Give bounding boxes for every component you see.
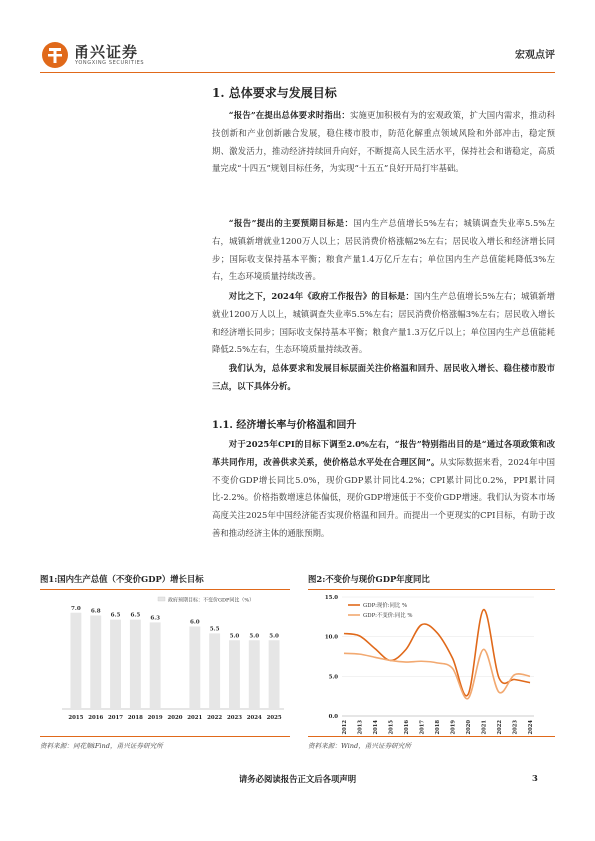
paragraph-general-requirements <box>212 107 555 178</box>
x-tick-label: 2022 <box>207 715 223 721</box>
x-tick-label: 2013 <box>357 720 364 735</box>
bar-data-label: 7.0 <box>71 605 81 612</box>
paragraph-targets-2025 <box>212 215 555 286</box>
bar-data-label: 6.5 <box>130 612 141 619</box>
paragraph-lead: 对比之下，2024年《政府工作报告》的目标是： <box>228 291 414 301</box>
x-tick-label: 2024 <box>528 720 534 735</box>
paragraph-bold-text: 我们认为，总体要求和发展目标层面关注价格温和回升、居民收入增长、稳住楼市股市三点，以下具体分析。 <box>212 363 555 391</box>
paragraph-price-recovery <box>212 436 555 543</box>
figure2-top-rule <box>308 589 555 590</box>
bar <box>229 640 240 709</box>
figure2-line-chart <box>308 591 555 736</box>
series-line <box>344 649 530 698</box>
bar <box>90 616 101 710</box>
y-tick-label: 0.0 <box>328 714 338 720</box>
legend-label: 政府预期目标：不变价GDP同比（%） <box>168 597 255 604</box>
x-tick-label: 2018 <box>127 715 143 721</box>
x-tick-label: 2020 <box>167 715 183 721</box>
bar <box>209 633 220 709</box>
x-tick-label: 2018 <box>435 720 441 735</box>
logo-icon <box>40 40 70 70</box>
figure1-source: 资料来源：同花顺iFind，甬兴证券研究所 <box>40 742 163 750</box>
legend-swatch <box>158 597 165 601</box>
bar <box>70 613 81 709</box>
bar <box>249 640 260 709</box>
x-tick-label: 2017 <box>108 715 124 721</box>
company-logo <box>40 40 180 72</box>
x-tick-label: 2025 <box>266 715 282 721</box>
x-tick-label: 2021 <box>481 720 488 735</box>
section-heading-1-1: 1.1. 经济增长率与价格温和回升 <box>212 420 357 431</box>
x-tick-label: 2022 <box>497 720 503 735</box>
figure2-bottom-rule <box>308 736 555 737</box>
bar-data-label: 6.3 <box>150 615 161 622</box>
x-tick-label: 2019 <box>450 720 457 735</box>
figure1-bottom-rule <box>40 736 290 737</box>
bar <box>269 640 280 709</box>
logo-text-cn: 甬兴证券 <box>74 43 139 61</box>
x-tick-label: 2015 <box>68 715 84 721</box>
figure1-title: 图1:国内生产总值（不变价GDP）增长目标 <box>40 574 204 584</box>
page-number: 3 <box>532 773 538 783</box>
x-tick-label: 2012 <box>342 720 348 735</box>
x-tick-label: 2019 <box>147 715 163 721</box>
logo-text-en: YONGXING SECURITIES <box>75 60 145 66</box>
bar <box>110 620 121 709</box>
paragraph-body: 国内生产总值增长5%左右；城镇新增就业1200万人以上，城镇调查失业率5.5%左右；居民消费价格涨幅3%左右；居民收入增长和经济增长同步；国际收支保持基本平衡；粮食产量1.3万亿斤以上；单位国内生产总值能耗降低2.5%左右，生态环境质量持续改善。 <box>212 291 555 355</box>
bar-data-label: 6.8 <box>90 608 101 615</box>
bar-data-label: 6.0 <box>189 619 200 626</box>
x-tick-label: 2020 <box>466 720 472 735</box>
section-heading-1: 1. 总体要求与发展目标 <box>212 86 337 100</box>
bar-data-label: 5.0 <box>269 633 279 640</box>
footer-disclaimer: 请务必阅读报告正文后各项声明 <box>238 774 357 784</box>
bar <box>150 622 161 709</box>
x-tick-label: 2016 <box>404 720 410 735</box>
x-tick-label: 2023 <box>512 720 519 735</box>
paragraph-conclusion <box>212 360 555 396</box>
paragraph-lead: 对于2025年CPI的目标下调至2.0%左右，“报告”特别指出目的是“通过各项政策和改革共同作用，改善供求关系，使价格总水平处在合理区间”。 <box>212 439 555 467</box>
figure2-source: 资料来源：Wind，甬兴证券研究所 <box>308 742 411 750</box>
bar-data-label: 5.0 <box>229 633 240 640</box>
paragraph-body: 从实际数据来看，2024年中国不变价GDP增长同比5.0%，现价GDP累计同比4.2%；CPI累计同比0.2%，PPI累计同比-2.2%。价格指数增速总体偏低，现价GDP增速低于不变价GDP增速。我们认为资本市场高度关注2025年中国经济能否实现价格温和回升。而提出一个更现实的CPI目标，有助于改善和推动经济主体的通胀预期。 <box>212 456 555 538</box>
figure2-title: 图2:不变价与现价GDP年度同比 <box>308 574 430 584</box>
y-tick-label: 15.0 <box>324 595 338 601</box>
figure1-bar-chart <box>40 591 290 736</box>
page-header <box>40 38 555 72</box>
legend-label: GDP:现价:同比 % <box>363 603 408 609</box>
report-type-label: 宏观点评 <box>515 50 555 61</box>
series-line <box>344 610 530 696</box>
paragraph-lead: “报告”提出的主要预期目标是： <box>228 218 354 228</box>
bar-data-label: 5.5 <box>209 626 220 633</box>
y-tick-label: 10.0 <box>324 634 338 641</box>
paragraph-body: 实施更加积极有为的宏观政策，扩大国内需求，推动科技创新和产业创新融合发展，稳住楼市股市，防范化解重点领域风险和外部冲击，稳定预期、激发活力，推动经济持续回升向好，不断提高人民生活水平，保持社会和谐稳定，高质量完成“十四五”规划目标任务，为实现“十五五”良好开局打牢基础。 <box>212 110 555 174</box>
bar <box>130 620 141 709</box>
bar-data-label: 6.5 <box>110 612 121 619</box>
bar-data-label: 5.0 <box>249 633 260 640</box>
paragraph-targets-2024 <box>212 288 555 359</box>
y-tick-label: 5.0 <box>328 674 338 681</box>
figure1-top-rule <box>40 589 290 590</box>
x-tick-label: 2021 <box>187 715 203 721</box>
x-tick-label: 2016 <box>88 715 104 721</box>
header-divider <box>40 72 555 73</box>
legend-label: GDP:不变价:同比 % <box>363 613 413 619</box>
paragraph-lead: “报告”在提出总体要求时指出： <box>228 110 350 120</box>
x-tick-label: 2017 <box>419 720 426 735</box>
x-tick-label: 2015 <box>388 720 395 735</box>
x-tick-label: 2014 <box>373 720 379 735</box>
x-tick-label: 2023 <box>226 715 242 721</box>
x-tick-label: 2024 <box>246 715 262 721</box>
paragraph-body: 国内生产总值增长5%左右；城镇调查失业率5.5%左右，城镇新增就业1200万人以上；居民消费价格涨幅2%左右；居民收入增长和经济增长同步；国际收支保持基本平衡；粮食产量1.4万亿斤左右；单位国内生产总值能耗降低3%左右，生态环境质量持续改善。 <box>212 218 555 282</box>
bar <box>189 627 200 710</box>
